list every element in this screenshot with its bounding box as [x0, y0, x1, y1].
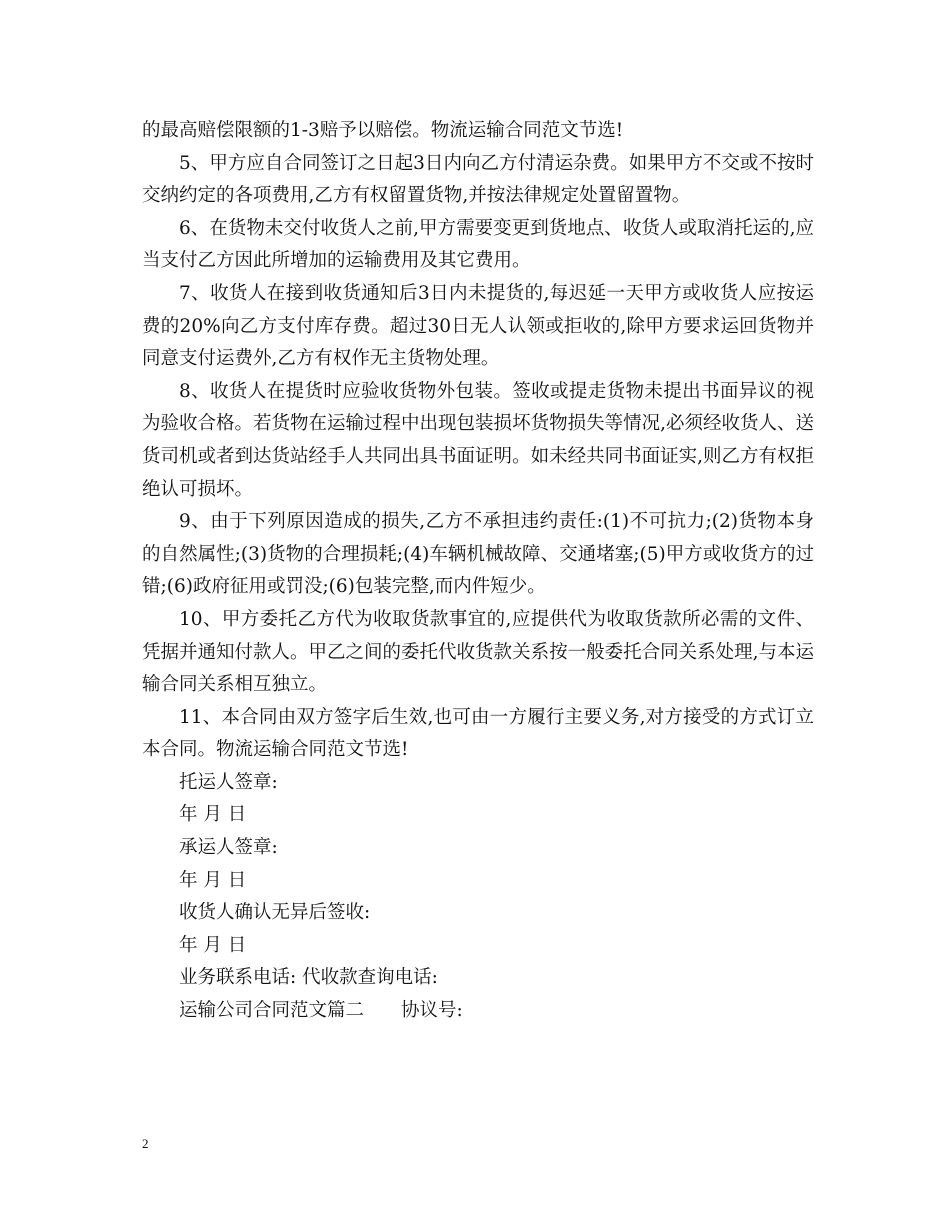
clause-5: 5、甲方应自合同签订之日起3日内向乙方付清运杂费。如果甲方不交或不按时交纳约定的各项费用,乙方有权留置货物,并按法律规定处置留置物。 [142, 152, 814, 207]
clause-7: 7、收货人在接到收货通知后3日内未提货的,每迟延一天甲方或收货人应按运费的20%向乙方支付库存费。超过30日无人认领或拒收的,除甲方要求运回货物并同意支付运费外,乙方有权作无主货物处理。 [142, 282, 814, 370]
clause-8: 8、收货人在提货时应验收货物外包装。签收或提走货物未提出书面异议的视为验收合格。若货物在运输过程中出现包装损坏货物损失等情况,必须经收货人、送货司机或者到达货站经手人共同出具书面证明。如未经共同书面证实,则乙方有权拒绝认可损坏。 [142, 380, 814, 500]
next-contract-heading: 运输公司合同范文篇二 协议号: [179, 1000, 463, 1022]
shipper-signature-label: 托运人签章: [179, 771, 278, 793]
consignee-signature-label: 收货人确认无异后签收: [179, 902, 371, 924]
shipper-date-line: 年 月 日 [179, 804, 247, 826]
page-number: 2 [142, 1136, 149, 1151]
contact-phone-line: 业务联系电话: 代收款查询电话: [179, 967, 438, 989]
clause-6: 6、在货物未交付收货人之前,甲方需要变更到货地点、收货人或取消托运的,应当支付乙方因此所增加的运输费用及其它费用。 [142, 217, 814, 272]
carrier-date-line: 年 月 日 [179, 869, 247, 891]
consignee-date-line: 年 月 日 [179, 934, 247, 956]
document-body [142, 115, 814, 1028]
clause-9: 9、由于下列原因造成的损失,乙方不承担违约责任:(1)不可抗力;(2)货物本身的自然属性;(3)货物的合理损耗;(4)车辆机械故障、交通堵塞;(5)甲方或收货方的过错;(6)政府征用或罚没;(6)包装完整,而内件短少。 [142, 511, 814, 598]
paragraph-continued: 的最高赔偿限额的1-3赔予以赔偿。物流运输合同范文节选! [142, 120, 624, 141]
clause-10: 10、甲方委托乙方代为收取货款事宜的,应提供代为收取货款所必需的文件、凭据并通知付款人。甲乙之间的委托代收货款关系按一般委托合同关系处理,与本运输合同关系相互独立。 [142, 608, 814, 696]
carrier-signature-label: 承运人签章: [179, 837, 278, 859]
clause-11: 11、本合同由双方签字后生效,也可由一方履行主要义务,对方接受的方式订立本合同。物流运输合同范文节选! [142, 706, 814, 761]
